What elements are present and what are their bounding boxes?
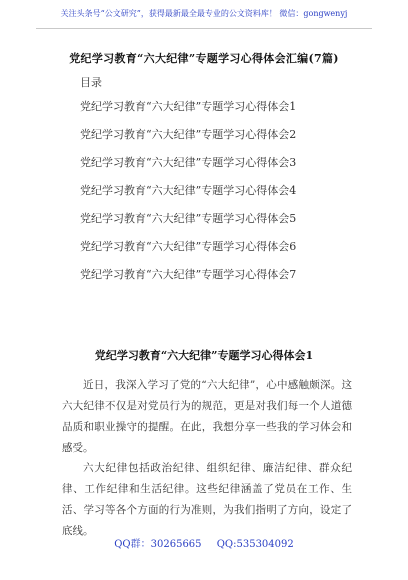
body-paragraph: 六大纪律包括政治纪律、组织纪律、廉洁纪律、群众纪律、工作纪律和生活纪律。这些纪律涵盖了党员在工作、生活、学习等各个方面的行为准则，为我们指明了方向，设定了底线。	[62, 462, 352, 537]
toc-item[interactable]: 党纪学习教育“六大纪律”专题学习心得体会6	[80, 240, 297, 253]
footer-contact	[0, 535, 408, 550]
toc-item[interactable]: 党纪学习教育“六大纪律”专题学习心得体会3	[80, 156, 297, 169]
toc-heading: 目录	[80, 76, 102, 89]
qq-number-text: QQ:535304092	[216, 539, 294, 550]
body-paragraph: 近日，我深入学习了党的“六大纪律”，心中感触颇深。这六大纪律不仅是对党员行为的规范，更是对我们每一个人道德品质和职业操守的提醒。在此，我想分享一些我的学习体会和感受。	[62, 379, 352, 454]
qq-group-text: QQ群：30265665	[114, 539, 202, 550]
toc-item[interactable]: 党纪学习教育“六大纪律”专题学习心得体会4	[80, 184, 297, 197]
toc-item[interactable]: 党纪学习教育“六大纪律”专题学习心得体会5	[80, 212, 297, 225]
toc-item[interactable]: 党纪学习教育“六大纪律”专题学习心得体会1	[80, 100, 297, 113]
table-of-contents	[80, 100, 296, 296]
toc-item[interactable]: 党纪学习教育“六大纪律”专题学习心得体会2	[80, 128, 297, 141]
document-title: 党纪学习教育“六大纪律”专题学习心得体会汇编(7篇)	[69, 52, 339, 65]
header-divider	[36, 28, 372, 29]
section-title: 党纪学习教育“六大纪律”专题学习心得体会1	[94, 349, 314, 362]
toc-item[interactable]: 党纪学习教育“六大纪律”专题学习心得体会7	[80, 268, 297, 281]
header-banner: 关注头条号“公文研究”，获得最新最全最专业的公文资料库！ 微信：gongwenyj	[60, 9, 348, 18]
